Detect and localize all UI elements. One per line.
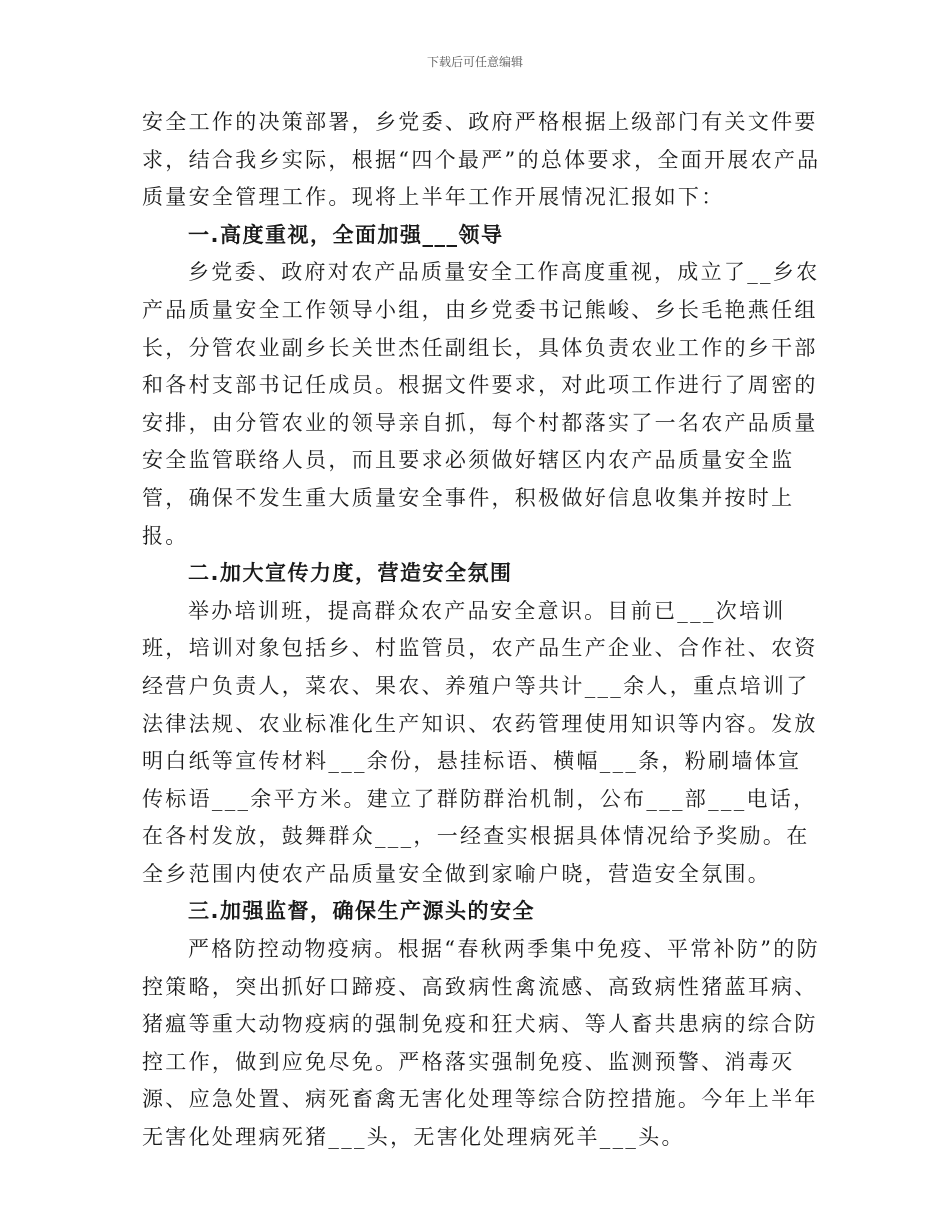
- document-body: [142, 104, 822, 1157]
- section-2-heading: 二.加大宣传力度，营造安全氛围: [188, 561, 513, 586]
- section-3-heading: 三.加强监督，确保生产源头的安全: [188, 899, 535, 924]
- section-1-heading: 一.高度重视，全面加强___领导: [188, 222, 504, 247]
- page-header: 下载后可任意编辑: [426, 55, 523, 69]
- intro-paragraph: 安全工作的决策部署，乡党委、政府严格根据上级部门有关文件要求，结合我乡实际，根据“四个最严”的总体要求，全面开展农产品质量安全管理工作。现将上半年工作开展情况汇报如下：: [142, 110, 821, 210]
- section-1-paragraph: 乡党委、政府对农产品质量安全工作高度重视，成立了__乡农产品质量安全工作领导小组，由乡党委书记熊峻、乡长毛艳燕任组长，分管农业副乡长关世杰任副组长，具体负责农业工作的乡干部和各村支部书记任成员。根据文件要求，对此项工作进行了周密的安排，由分管农业的领导亲自抓，每个村都落实了一名农产品质量安全监管联络人员，而且要求必须做好辖区内农产品质量安全监管，确保不发生重大质量安全事件，积极做好信息收集并按时上报。: [142, 260, 820, 548]
- section-3-paragraph: 严格防控动物疫病。根据“春秋两季集中免疫、平常补防”的防控策略，突出抓好口蹄疫、高致病性禽流感、高致病性猪蓝耳病、猪瘟等重大动物疫病的强制免疫和狂犬病、等人畜共患病的综合防控工作，做到应免尽免。严格落实强制免疫、监测预警、消毒灭源、应急处置、病死畜禽无害化处理等综合防控措施。今年上半年无害化处理病死猪___头，无害化处理病死羊___头。: [142, 937, 820, 1150]
- section-2-paragraph: 举办培训班，提高群众农产品安全意识。目前已___次培训班，培训对象包括乡、村监管员，农产品生产企业、合作社、农资经营户负责人，菜农、果农、养殖户等共计___余人，重点培训了法律法规、农业标准化生产知识、农药管理使用知识等内容。发放明白纸等宣传材料___余份，悬挂标语、横幅___条，粉刷墙体宣传标语___余平方米。建立了群防群治机制，公布___部___电话，在各村发放，鼓舞群众___，一经查实根据具体情况给予奖励。在全乡范围内使农产品质量安全做到家喻户晓，营造安全氛围。: [142, 598, 818, 886]
